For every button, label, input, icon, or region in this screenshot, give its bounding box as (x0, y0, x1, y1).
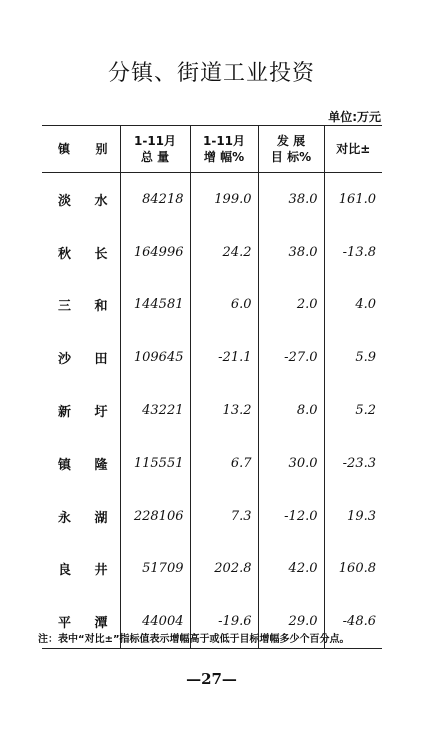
total-cell: 164996 (120, 226, 190, 279)
table-row (42, 279, 382, 332)
target-cell: 30.0 (258, 437, 324, 490)
growth-cell: 13.2 (190, 384, 258, 437)
target-cell: 8.0 (258, 384, 324, 437)
compare-cell: 161.0 (324, 173, 382, 226)
target-cell: -27.0 (258, 331, 324, 384)
header-target-line-1: 发 展 (276, 133, 306, 148)
total-cell: 84218 (120, 173, 190, 226)
compare-cell: 19.3 (324, 490, 382, 543)
total-cell: 144581 (120, 279, 190, 332)
town-name-char: 井 (94, 563, 108, 579)
town-name-cell (42, 490, 120, 543)
compare-cell: 160.8 (324, 543, 382, 596)
total-cell: 115551 (120, 437, 190, 490)
header-town-char-1: 镇 (58, 141, 71, 156)
target-cell: 38.0 (258, 226, 324, 279)
town-name-char: 新 (58, 405, 72, 421)
header-growth (190, 126, 258, 173)
compare-cell: -13.8 (324, 226, 382, 279)
total-cell: 109645 (120, 331, 190, 384)
table-row (42, 173, 382, 226)
page-title: 分镇、街道工业投资 (107, 61, 315, 86)
growth-cell: 199.0 (190, 173, 258, 226)
town-name-char: 隆 (94, 457, 108, 473)
table-note: 注：表中“对比±”指标值表示增幅高于或低于目标增幅多少个百分点。 (38, 634, 350, 645)
total-cell: 44004 (120, 595, 190, 648)
town-name-char: 永 (58, 510, 72, 526)
total-cell: 43221 (120, 384, 190, 437)
town-name-char: 田 (94, 352, 108, 368)
town-name-char: 三 (58, 299, 72, 315)
town-name-char: 淡 (58, 193, 72, 209)
target-cell: 38.0 (258, 173, 324, 226)
table-row (42, 437, 382, 490)
target-cell: 2.0 (258, 279, 324, 332)
town-name-cell (42, 173, 120, 226)
header-growth-line-2: 增 幅% (203, 150, 245, 164)
table-row (42, 226, 382, 279)
town-name-char: 长 (94, 246, 108, 262)
town-name-char: 镇 (58, 457, 72, 473)
town-name-char: 圩 (94, 405, 108, 421)
header-compare: 对比± (324, 126, 382, 173)
compare-cell: 5.9 (324, 331, 382, 384)
table-header-row (42, 126, 382, 173)
page-number: —27— (186, 670, 237, 688)
town-name-char: 水 (94, 193, 108, 209)
header-total (120, 126, 190, 173)
town-name-char: 和 (94, 299, 108, 315)
growth-cell: 24.2 (190, 226, 258, 279)
growth-cell: 6.0 (190, 279, 258, 332)
town-name-cell (42, 279, 120, 332)
target-cell: 29.0 (258, 595, 324, 648)
header-target-line-2: 目 标% (270, 150, 312, 164)
town-name-cell (42, 226, 120, 279)
total-cell: 51709 (120, 543, 190, 596)
town-name-cell (42, 384, 120, 437)
table-row (42, 331, 382, 384)
town-name-cell (42, 437, 120, 490)
header-town (42, 126, 120, 173)
header-target (258, 126, 324, 173)
town-name-cell (42, 331, 120, 384)
compare-cell: 4.0 (324, 279, 382, 332)
town-name-char: 秋 (58, 246, 72, 262)
header-total-line-1: 1-11月 (133, 133, 177, 148)
growth-cell: 202.8 (190, 543, 258, 596)
town-name-char: 湖 (94, 510, 108, 526)
table-row (42, 384, 382, 437)
unit-label: 单位:万元 (328, 110, 381, 124)
town-name-char: 潭 (94, 616, 108, 632)
town-name-char: 良 (58, 563, 72, 579)
table-row (42, 490, 382, 543)
header-town-char-2: 别 (95, 141, 108, 156)
town-name-char: 沙 (58, 352, 72, 368)
total-cell: 228106 (120, 490, 190, 543)
compare-cell: -48.6 (324, 595, 382, 648)
header-growth-line-1: 1-11月 (202, 133, 246, 148)
growth-cell: -21.1 (190, 331, 258, 384)
growth-cell: -19.6 (190, 595, 258, 648)
investment-table (42, 125, 382, 649)
compare-cell: 5.2 (324, 384, 382, 437)
compare-cell: -23.3 (324, 437, 382, 490)
target-cell: 42.0 (258, 543, 324, 596)
target-cell: -12.0 (258, 490, 324, 543)
town-name-char: 平 (58, 616, 72, 632)
town-name-cell (42, 543, 120, 596)
table-row (42, 543, 382, 596)
growth-cell: 7.3 (190, 490, 258, 543)
growth-cell: 6.7 (190, 437, 258, 490)
header-total-line-2: 总 量 (140, 150, 170, 164)
